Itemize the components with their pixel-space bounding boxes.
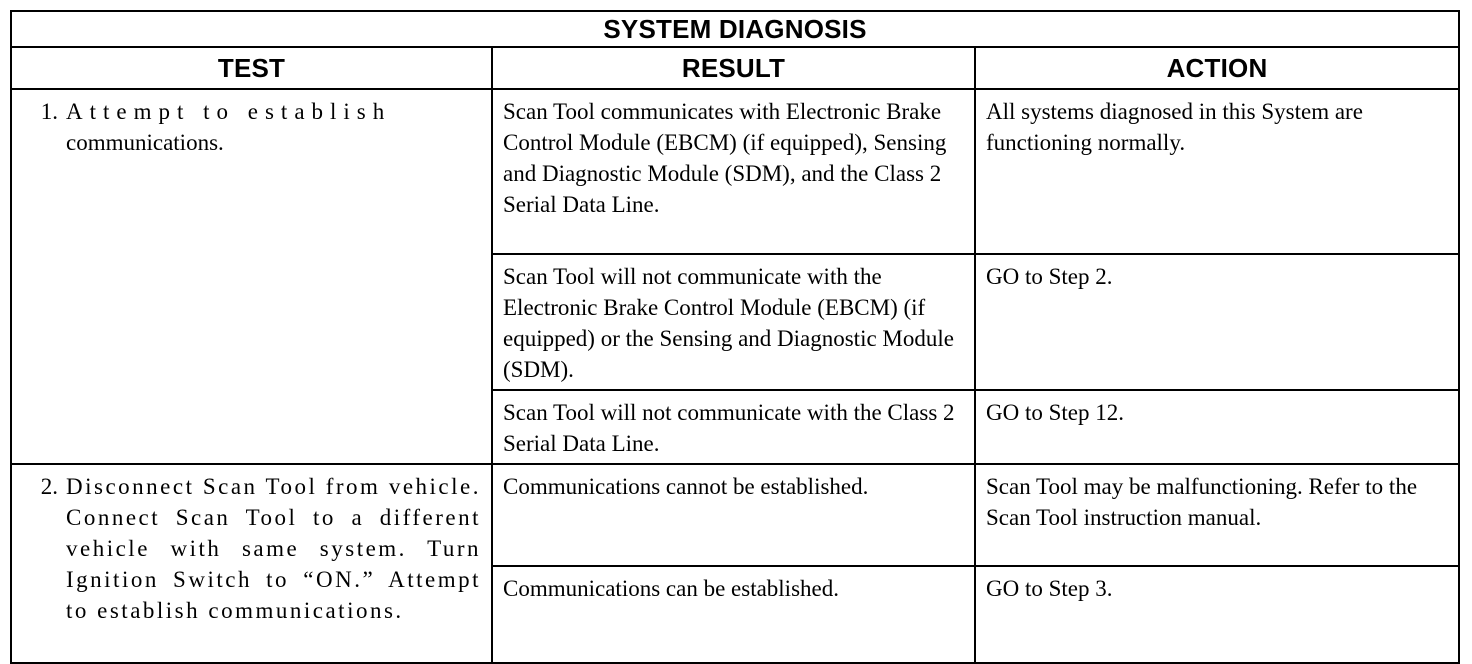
- result-cell: Scan Tool communicates with Electronic Brake Control Module (EBCM) (if equipped), Sensing and Diagnostic Module (SDM), and the Class 2 Serial Data Line.: [492, 89, 975, 254]
- test-text-line: Attempt to establish: [66, 99, 392, 124]
- result-cell: Communications can be established.: [492, 566, 975, 663]
- step-number: 2.: [40, 474, 58, 499]
- test-text-line: communications.: [66, 130, 224, 155]
- system-diagnosis-table: [10, 10, 1460, 664]
- table-row: [11, 464, 1459, 566]
- result-cell: Communications cannot be established.: [492, 464, 975, 566]
- result-cell: Scan Tool will not communicate with the Electronic Brake Control Module (EBCM) (if equipped) or the Sensing and Diagnostic Module (SDM).: [492, 254, 975, 390]
- step-number: 1.: [40, 99, 58, 124]
- column-header-action: ACTION: [975, 47, 1459, 89]
- action-cell: GO to Step 2.: [975, 254, 1459, 390]
- action-cell: GO to Step 3.: [975, 566, 1459, 663]
- table-row: [11, 89, 1459, 254]
- column-header-result: RESULT: [492, 47, 975, 89]
- action-cell: All systems diagnosed in this System are functioning normally.: [975, 89, 1459, 254]
- test-cell-step-2: [11, 464, 492, 663]
- result-cell: Scan Tool will not communicate with the Class 2 Serial Data Line.: [492, 390, 975, 464]
- test-cell-step-1: [11, 89, 492, 464]
- action-cell: Scan Tool may be malfunctioning. Refer to the Scan Tool instruction manual.: [975, 464, 1459, 566]
- action-cell: GO to Step 12.: [975, 390, 1459, 464]
- table-title: SYSTEM DIAGNOSIS: [11, 11, 1459, 47]
- column-header-test: TEST: [11, 47, 492, 89]
- test-text: Disconnect Scan Tool from vehicle. Connect Scan Tool to a different vehicle with same system. Turn Ignition Switch to “ON.” Attempt to establish communications.: [66, 474, 481, 623]
